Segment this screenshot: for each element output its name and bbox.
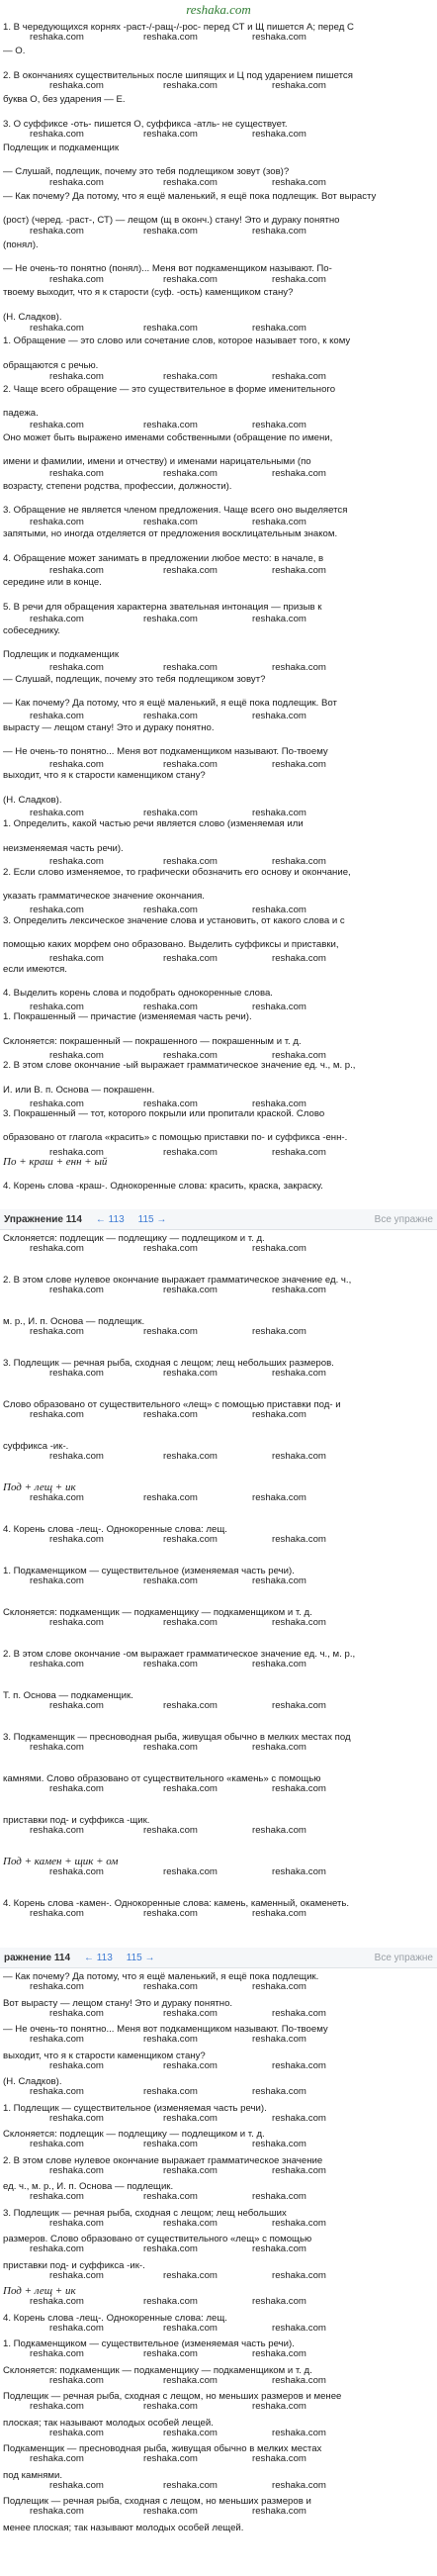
watermark-text: reshaka.com [49, 1451, 104, 1462]
watermark-text: reshaka.com [30, 2243, 84, 2254]
text-line: Слово образовано от существительного «лещ» с помощью приставки под- и [3, 1399, 341, 1410]
watermark-text: reshaka.com [252, 1659, 306, 1670]
text-line: 4. Корень слова -камен-. Однокоренные слова: камень, каменный, окаменеть. [3, 1898, 350, 1909]
watermark-text: reshaka.com [49, 177, 104, 188]
watermark-text: reshaka.com [272, 2269, 326, 2281]
watermark-text: reshaka.com [30, 905, 84, 915]
watermark-text: reshaka.com [30, 808, 84, 818]
watermark-text: reshaka.com [252, 2243, 306, 2254]
watermark-text: reshaka.com [252, 2296, 306, 2307]
watermark-text: reshaka.com [143, 614, 198, 624]
watermark-text: reshaka.com [49, 2269, 104, 2281]
watermark-text: reshaka.com [252, 1326, 306, 1337]
watermark-text: reshaka.com [30, 1825, 84, 1836]
watermark-text: reshaka.com [252, 2506, 306, 2517]
watermark-text: reshaka.com [30, 2034, 84, 2045]
text-line: 2. В этом слове окончание -ый выражает грамматическое значение ед. ч., м. р., [3, 1060, 356, 1072]
watermark-text: reshaka.com [252, 2453, 306, 2464]
watermark-text: reshaka.com [30, 1409, 84, 1420]
watermark-text: reshaka.com [163, 2217, 218, 2229]
watermark-text: reshaka.com [30, 517, 84, 527]
watermark-text: reshaka.com [143, 129, 198, 140]
watermark-text: reshaka.com [272, 468, 326, 479]
watermark-text: reshaka.com [252, 2401, 306, 2412]
watermark-text: reshaka.com [143, 1326, 198, 1337]
text-line: — Не очень-то понятно (понял)... Меня вот подкаменщиком называют. По- [3, 263, 332, 274]
watermark-text: reshaka.com [272, 2217, 326, 2229]
watermark-text: reshaka.com [30, 711, 84, 721]
watermark-text: reshaka.com [272, 1147, 326, 1158]
watermark-text: reshaka.com [143, 2191, 198, 2202]
watermark-text: reshaka.com [143, 2086, 198, 2097]
watermark-text: reshaka.com [272, 274, 326, 285]
text-line: выходит, что я к старости каменщиком стану? [3, 770, 206, 782]
text-line: 3. Определить лексическое значение слова и установить, от какого слова и с [3, 914, 345, 926]
text-line: 5. В речи для обращения характерна звательная интонация — призыв к [3, 601, 322, 613]
text-line: (понял). [3, 239, 39, 250]
watermark-text: reshaka.com [49, 2374, 104, 2386]
watermark-text: reshaka.com [49, 274, 104, 285]
watermark-text: reshaka.com [143, 905, 198, 915]
text-line: Склоняется: подлещик — подлещику — подлещиком и т. д. [3, 1233, 265, 1244]
watermark-text: reshaka.com [272, 1700, 326, 1711]
text-line: 2. В окончаниях существительных после шипящих и Ц под ударением пишется [3, 69, 353, 81]
watermark-text: reshaka.com [163, 2164, 218, 2176]
watermark-text: reshaka.com [30, 2296, 84, 2307]
text-line: (рост) (черед. -раст-, СТ) — лещом (щ в оконч.) стану! Это и дураку понятно [3, 215, 340, 227]
watermark-text: reshaka.com [272, 2427, 326, 2438]
watermark-text: reshaka.com [163, 1147, 218, 1158]
watermark-text: reshaka.com [49, 1783, 104, 1794]
text-line: твоему выходит, что я к старости (суф. -ость) каменщиком стану? [3, 287, 294, 299]
text-line: 3. Подлещик — речная рыба, сходная с лещом; лещ небольших размеров. [3, 1358, 334, 1369]
watermark-text: reshaka.com [30, 420, 84, 430]
text-line: указать грамматическое значение окончания. [3, 891, 205, 903]
watermark-text: reshaka.com [30, 1326, 84, 1337]
watermark-text: reshaka.com [272, 2374, 326, 2386]
next-exercise-link[interactable]: 115 → [137, 1213, 167, 1225]
watermark-text: reshaka.com [143, 2348, 198, 2359]
text-line: Оно может быть выражено именами собственными (обращение по имени, [3, 431, 333, 443]
text-line: 2. Если слово изменяемое, то графически обозначить его основу и окончание, [3, 867, 351, 878]
watermark-text: reshaka.com [272, 759, 326, 770]
watermark-text: reshaka.com [252, 808, 306, 818]
text-line: выходит, что я к старости каменщиком стану? [3, 2050, 206, 2061]
text-line: 1. Обращение — это слово или сочетание слов, которое называет того, к кому [3, 335, 351, 347]
watermark-text: reshaka.com [252, 2191, 306, 2202]
watermark-text: reshaka.com [252, 614, 306, 624]
watermark-text: reshaka.com [143, 226, 198, 237]
watermark-text: reshaka.com [49, 80, 104, 91]
prev-exercise-link[interactable]: ← 113 [95, 1213, 125, 1225]
watermark-text: reshaka.com [163, 177, 218, 188]
watermark-text: reshaka.com [30, 2191, 84, 2202]
next-exercise-link-2[interactable]: 115 → [126, 1952, 155, 1963]
watermark-text: reshaka.com [49, 1866, 104, 1877]
watermark-text: reshaka.com [30, 1492, 84, 1503]
watermark-text: reshaka.com [30, 129, 84, 140]
watermark-text: reshaka.com [163, 1050, 218, 1061]
watermark-text: reshaka.com [30, 2139, 84, 2149]
text-line: По + краш + енн + ый [3, 1156, 108, 1168]
all-exercises-link-2[interactable]: Все упражне [374, 1952, 433, 1963]
watermark-text: reshaka.com [30, 32, 84, 43]
watermark-text: reshaka.com [143, 1492, 198, 1503]
text-line: 2. В этом слове окончание -ом выражает грамматическое значение ед. ч., м. р., [3, 1649, 356, 1660]
watermark-text: reshaka.com [143, 517, 198, 527]
watermark-text: reshaka.com [30, 2086, 84, 2097]
watermark-text: reshaka.com [30, 2453, 84, 2464]
watermark-text: reshaka.com [49, 2427, 104, 2438]
watermark-text: reshaka.com [30, 614, 84, 624]
watermark-text: reshaka.com [163, 1368, 218, 1379]
watermark-text: reshaka.com [143, 2034, 198, 2045]
watermark-text: reshaka.com [163, 2479, 218, 2491]
watermark-text: reshaka.com [30, 1243, 84, 1254]
watermark-text: reshaka.com [272, 371, 326, 382]
watermark-text: reshaka.com [49, 1700, 104, 1711]
text-line: Склоняется: подкаменщик — подкаменщику — подкаменщиком и т. д. [3, 2364, 312, 2376]
watermark-text: reshaka.com [252, 2034, 306, 2045]
watermark-text: reshaka.com [252, 905, 306, 915]
text-line: собеседнику. [3, 625, 60, 636]
watermark-text: reshaka.com [143, 1742, 198, 1753]
text-line: вырасту — лещом стану! Это и дураку понятно. [3, 721, 215, 733]
watermark-text: reshaka.com [272, 856, 326, 867]
watermark-text: reshaka.com [163, 2427, 218, 2438]
watermark-text: reshaka.com [143, 420, 198, 430]
watermark-text: reshaka.com [49, 1285, 104, 1295]
text-line: середине или в конце. [3, 577, 102, 589]
watermark-text: reshaka.com [143, 1098, 198, 1109]
text-line: 4. Выделить корень слова и подобрать однокоренные слова. [3, 988, 273, 999]
watermark-text: reshaka.com [272, 1368, 326, 1379]
text-line: 4. Корень слова -лещ-. Однокоренные слова: лещ. [3, 1524, 227, 1535]
watermark-text: reshaka.com [143, 1659, 198, 1670]
text-line: (Н. Сладков). [3, 2076, 62, 2087]
watermark-text: reshaka.com [272, 953, 326, 964]
watermark-text: reshaka.com [30, 2348, 84, 2359]
watermark-text: reshaka.com [49, 1617, 104, 1628]
text-line: 4. Корень слова -краш-. Однокоренные слова: красить, краска, закраску. [3, 1181, 323, 1193]
watermark-text: reshaka.com [252, 2139, 306, 2149]
watermark-text: reshaka.com [49, 662, 104, 673]
watermark-text: reshaka.com [49, 565, 104, 576]
watermark-text: reshaka.com [252, 1409, 306, 1420]
watermark-text: reshaka.com [163, 274, 218, 285]
watermark-text: reshaka.com [30, 323, 84, 334]
watermark-text: reshaka.com [163, 2322, 218, 2334]
watermark-text: reshaka.com [252, 32, 306, 43]
text-line: Т. п. Основа — подкаменщик. [3, 1690, 133, 1701]
text-line: если имеются. [3, 963, 67, 975]
text-line: обращаются с речью. [3, 359, 99, 371]
text-line: Подлещик — речная рыба, сходная с лещом, но меньших размеров и менее [3, 2391, 342, 2402]
watermark-text: reshaka.com [272, 2112, 326, 2124]
text-line: 2. В этом слове нулевое окончание выражает грамматическое значение [3, 2154, 323, 2166]
exercise-toolbar [0, 1209, 437, 1230]
text-line: 3. Подлещик — речная рыба, сходная с лещом; лещ небольших [3, 2207, 287, 2219]
text-line: (Н. Сладков). [3, 311, 62, 323]
watermark-text: reshaka.com [252, 1002, 306, 1012]
watermark-text: reshaka.com [49, 1050, 104, 1061]
watermark-text: reshaka.com [272, 177, 326, 188]
watermark-text: reshaka.com [163, 2269, 218, 2281]
watermark-text: reshaka.com [30, 1575, 84, 1586]
text-line: 3. О суффиксе -оть- пишется О, суффикса -атль- не существует. [3, 118, 288, 130]
watermark-text: reshaka.com [143, 2296, 198, 2307]
watermark-text: reshaka.com [252, 2086, 306, 2097]
watermark-text: reshaka.com [163, 1451, 218, 1462]
text-line: размеров. Слово образовано от существительного «лещ» с помощью [3, 2234, 312, 2244]
text-line: — Как почему? Да потому, что я ещё маленький, я ещё пока подлещик. Вот вырасту [3, 190, 377, 202]
text-line: неизменяемая часть речи). [3, 842, 124, 854]
watermark-text: reshaka.com [49, 2322, 104, 2334]
text-line: 1. Определить, какой частью речи является слово (изменяемая или [3, 818, 304, 830]
text-line: Подлещик и подкаменщик [3, 649, 120, 661]
watermark-text: reshaka.com [252, 420, 306, 430]
exercise-label: Упражнение 114 [4, 1213, 82, 1225]
text-line: помощью каких морфем оно образовано. Выделить суффиксы и приставки, [3, 939, 339, 951]
watermark-text: reshaka.com [252, 226, 306, 237]
text-line: И. или В. п. Основа — покрашенн. [3, 1084, 155, 1096]
watermark-text: reshaka.com [30, 1659, 84, 1670]
watermark-text: reshaka.com [272, 2164, 326, 2176]
text-line: Под + лещ + ик [3, 2286, 76, 2297]
text-line: приставки под- и суффикса -щик. [3, 1815, 150, 1826]
watermark-text: reshaka.com [143, 1002, 198, 1012]
watermark-text: reshaka.com [272, 2479, 326, 2491]
watermark-text: reshaka.com [163, 1866, 218, 1877]
text-line: 4. Корень слова -лещ-. Однокоренные слова: лещ. [3, 2312, 227, 2324]
text-line: 3. Обращение не является членом предложения. Чаще всего оно выделяется [3, 505, 348, 516]
text-line: Подлещик — речная рыба, сходная с лещом, но меньших размеров и [3, 2496, 311, 2507]
text-line: возрасту, степени родства, профессии, должности). [3, 480, 232, 492]
watermark-text: reshaka.com [252, 2348, 306, 2359]
watermark-text: reshaka.com [163, 1285, 218, 1295]
watermark-text: reshaka.com [163, 371, 218, 382]
watermark-text: reshaka.com [272, 2322, 326, 2334]
text-line: — Не очень-то понятно... Меня вот подкаменщиком называют. По-твоему [3, 746, 328, 757]
site-title[interactable]: reshaka.com [186, 2, 251, 17]
text-line: под камнями. [3, 2469, 63, 2481]
text-line: буква О, без ударения — Е. [3, 94, 126, 106]
watermark-text: reshaka.com [49, 2217, 104, 2229]
text-line: камнями. Слово образовано от существительного «камень» с помощью [3, 1773, 321, 1784]
watermark-text: reshaka.com [143, 2401, 198, 2412]
watermark-text: reshaka.com [49, 2059, 104, 2071]
text-line: — Не очень-то понятно... Меня вот подкаменщиком называют. По-твоему [3, 2024, 328, 2035]
watermark-text: reshaka.com [163, 1700, 218, 1711]
text-line: — О. [3, 46, 26, 57]
watermark-text: reshaka.com [163, 856, 218, 867]
watermark-text: reshaka.com [143, 1908, 198, 1919]
watermark-text: reshaka.com [163, 759, 218, 770]
text-line: Вот вырасту — лещом стану! Это и дураку понятно. [3, 1997, 233, 2009]
watermark-text: reshaka.com [143, 2453, 198, 2464]
watermark-text: reshaka.com [49, 953, 104, 964]
watermark-text: reshaka.com [143, 323, 198, 334]
watermark-text: reshaka.com [252, 711, 306, 721]
text-line: Склоняется: покрашенный — покрашенного — покрашенным и т. д. [3, 1035, 302, 1047]
watermark-text: reshaka.com [272, 1285, 326, 1295]
text-line: м. р., И. п. Основа — подлещик. [3, 1316, 145, 1327]
text-line: Под + лещ + ик [3, 1482, 76, 1493]
text-line: — Как почему? Да потому, что я ещё маленький, я ещё пока подлещик. Вот [3, 698, 337, 710]
text-line: менее плоская; так называют молодых особей лещей. [3, 2522, 244, 2533]
exercise-label-2: ражнение 114 [4, 1952, 71, 1963]
text-line: падежа. [3, 408, 39, 420]
watermark-text: reshaka.com [30, 1742, 84, 1753]
watermark-text: reshaka.com [49, 856, 104, 867]
text-line: запятыми, но иногда отделяется от предложения восклицательным знаком. [3, 528, 338, 540]
watermark-text: reshaka.com [49, 1368, 104, 1379]
watermark-text: reshaka.com [163, 2374, 218, 2386]
watermark-text: reshaka.com [252, 129, 306, 140]
watermark-text: reshaka.com [272, 2007, 326, 2019]
watermark-text: reshaka.com [163, 80, 218, 91]
text-line: приставки под- и суффикса -ик-. [3, 2259, 145, 2271]
watermark-text: reshaka.com [143, 1243, 198, 1254]
watermark-text: reshaka.com [252, 1981, 306, 1992]
watermark-text: reshaka.com [143, 1981, 198, 1992]
watermark-text: reshaka.com [143, 808, 198, 818]
watermark-text: reshaka.com [49, 2007, 104, 2019]
watermark-text: reshaka.com [163, 953, 218, 964]
watermark-text: reshaka.com [272, 1451, 326, 1462]
watermark-text: reshaka.com [49, 468, 104, 479]
text-line: 1. Подкаменщиком — существительное (изменяемая часть речи). [3, 1566, 295, 1576]
watermark-text: reshaka.com [272, 2059, 326, 2071]
watermark-text: reshaka.com [49, 2112, 104, 2124]
watermark-text: reshaka.com [30, 1098, 84, 1109]
watermark-text: reshaka.com [30, 226, 84, 237]
watermark-text: reshaka.com [163, 1783, 218, 1794]
text-line: Под + камен + щик + ом [3, 1857, 119, 1867]
watermark-text: reshaka.com [272, 1866, 326, 1877]
text-line: Подкаменщик — пресноводная рыба, живущая обычно в мелких местах [3, 2443, 322, 2454]
watermark-text: reshaka.com [143, 1825, 198, 1836]
text-line: — Как почему? Да потому, что я ещё маленький, я ещё пока подлещик. [3, 1971, 319, 1982]
watermark-text: reshaka.com [252, 517, 306, 527]
watermark-text: reshaka.com [252, 1825, 306, 1836]
watermark-text: reshaka.com [272, 1617, 326, 1628]
watermark-text: reshaka.com [30, 1981, 84, 1992]
text-line: Склоняется: подлещик — подлещику — подлещиком и т. д. [3, 2129, 265, 2140]
watermark-text: reshaka.com [272, 565, 326, 576]
prev-exercise-link-2[interactable]: ← 113 [84, 1952, 113, 1963]
text-line: ед. ч., м. р., И. п. Основа — подлещик. [3, 2181, 174, 2192]
watermark-text: reshaka.com [252, 1098, 306, 1109]
watermark-text: reshaka.com [272, 662, 326, 673]
exercise-toolbar-2 [0, 1948, 437, 1968]
text-line: 1. Подлещик — существительное (изменяемая часть речи). [3, 2102, 267, 2114]
text-line: 3. Покрашенный — тот, которого покрыли или пропитали краской. Слово [3, 1108, 325, 1119]
text-line: 1. В чередующихся корнях -раст-/-ращ-/-рос- перед СТ и Щ пишется А; перед С [3, 22, 354, 33]
watermark-text: reshaka.com [163, 468, 218, 479]
text-line: (Н. Сладков). [3, 794, 62, 806]
text-line: 4. Обращение может занимать в предложении любое место: в начале, в [3, 552, 324, 564]
watermark-text: reshaka.com [272, 1783, 326, 1794]
watermark-text: reshaka.com [143, 1575, 198, 1586]
watermark-text: reshaka.com [163, 662, 218, 673]
watermark-text: reshaka.com [49, 2479, 104, 2491]
watermark-text: reshaka.com [272, 80, 326, 91]
watermark-text: reshaka.com [49, 371, 104, 382]
text-line: 1. Покрашенный — причастие (изменяемая часть речи). [3, 1011, 252, 1023]
watermark-text: reshaka.com [143, 2139, 198, 2149]
text-line: плоская; так называют молодых особей лещей. [3, 2417, 214, 2429]
text-line: Подлещик и подкаменщик [3, 143, 120, 153]
watermark-text: reshaka.com [143, 2506, 198, 2517]
watermark-text: reshaka.com [163, 1617, 218, 1628]
watermark-text: reshaka.com [30, 1908, 84, 1919]
text-line: суффикса -ик-. [3, 1441, 69, 1452]
watermark-text: reshaka.com [143, 2243, 198, 2254]
watermark-text: reshaka.com [49, 2164, 104, 2176]
text-line: 2. Чаще всего обращение — это существительное в форме именительного [3, 384, 336, 395]
watermark-text: reshaka.com [252, 1243, 306, 1254]
text-line: 3. Подкаменщик — пресноводная рыба, живущая обычно в мелких местах под [3, 1732, 351, 1743]
watermark-text: reshaka.com [252, 1908, 306, 1919]
watermark-text: reshaka.com [163, 565, 218, 576]
all-exercises-link[interactable]: Все упражне [374, 1213, 433, 1225]
watermark-text: reshaka.com [252, 323, 306, 334]
watermark-text: reshaka.com [30, 2401, 84, 2412]
watermark-text: reshaka.com [163, 2112, 218, 2124]
watermark-text: reshaka.com [272, 1534, 326, 1545]
watermark-text: reshaka.com [163, 1534, 218, 1545]
watermark-text: reshaka.com [163, 2059, 218, 2071]
watermark-text: reshaka.com [252, 1742, 306, 1753]
text-line: 2. В этом слове нулевое окончание выражает грамматическое значение ед. ч., [3, 1275, 352, 1286]
watermark-text: reshaka.com [49, 759, 104, 770]
text-line: Склоняется: подкаменщик — подкаменщику — подкаменщиком и т. д. [3, 1607, 312, 1618]
watermark-text: reshaka.com [272, 1050, 326, 1061]
watermark-text: reshaka.com [163, 2007, 218, 2019]
watermark-text: reshaka.com [252, 1492, 306, 1503]
watermark-text: reshaka.com [49, 1147, 104, 1158]
text-line: образовано от глагола «красить» с помощью приставки по- и суффикса -енн-. [3, 1132, 348, 1144]
text-line: 1. Подкаменщиком — существительное (изменяемая часть речи). [3, 2338, 295, 2349]
text-line: — Слушай, подлещик, почему это тебя подлещиком зовут (зов)? [3, 166, 290, 178]
watermark-text: reshaka.com [143, 1409, 198, 1420]
watermark-text: reshaka.com [143, 711, 198, 721]
text-line: имени и фамилии, имени и отчеству) и именами нарицательными (по [3, 456, 311, 468]
watermark-text: reshaka.com [30, 1002, 84, 1012]
watermark-text: reshaka.com [30, 2506, 84, 2517]
watermark-text: reshaka.com [49, 1534, 104, 1545]
text-line: — Слушай, подлещик, почему это тебя подлещиком зовут? [3, 673, 266, 685]
watermark-text: reshaka.com [252, 1575, 306, 1586]
watermark-text: reshaka.com [143, 32, 198, 43]
